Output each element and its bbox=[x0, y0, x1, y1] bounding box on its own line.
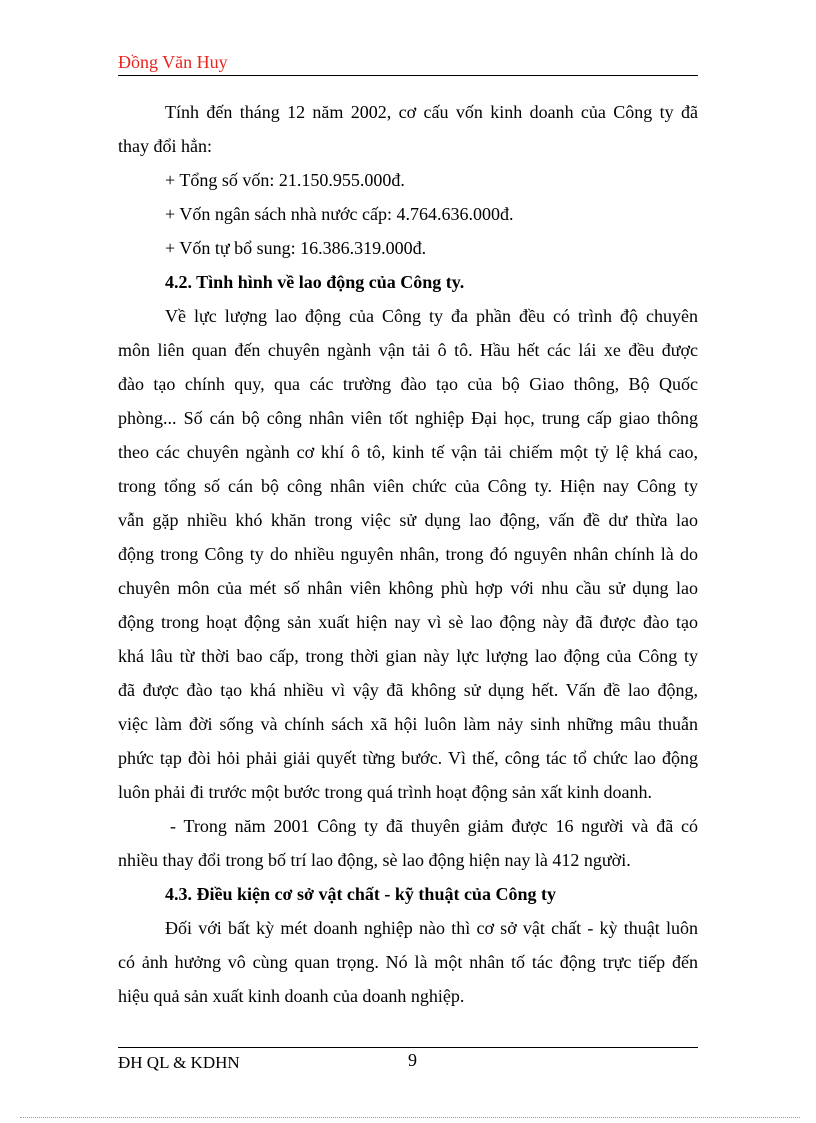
paragraph-line: thay đổi hẳn: bbox=[118, 136, 212, 156]
footer-rule bbox=[118, 1047, 698, 1048]
paragraph-line: theo các chuyên ngành cơ khí ô tô, kinh tế vận tải chiếm một tỷ lệ khá cao, bbox=[118, 442, 698, 462]
capital-state-budget: + Vốn ngân sách nhà nước cấp: 4.764.636.000đ. bbox=[165, 204, 514, 224]
paragraph-line: động trong hoạt động sản xuất hiện nay vì sè lao động này đã được đào tạo bbox=[118, 612, 698, 632]
paragraph-line: - Trong năm 2001 Công ty đã thuyên giảm được 16 người và đã có bbox=[170, 816, 698, 836]
paragraph-line: phòng... Số cán bộ công nhân viên tốt nghiệp Đại học, trung cấp giao thông bbox=[118, 408, 698, 428]
paragraph-line: nhiều thay đổi trong bố trí lao động, sè lao động hiện nay là 412 người. bbox=[118, 850, 631, 870]
paragraph-line: động trong Công ty do nhiều nguyên nhân, trong đó nguyên nhân chính là do bbox=[118, 544, 698, 564]
paragraph-line: hiệu quả sản xuất kinh doanh của doanh nghiệp. bbox=[118, 986, 465, 1006]
paragraph-line: việc làm đời sống và chính sách xã hội luôn làm nảy sinh những mâu thuẫn bbox=[118, 714, 698, 734]
footer-institution: ĐH QL & KDHN bbox=[118, 1053, 240, 1072]
section-heading-4-2: 4.2. Tình hình về lao động của Công ty. bbox=[165, 272, 465, 292]
paragraph-line: phức tạp đòi hỏi phải giải quyết từng bước. Vì thế, công tác tổ chức lao động bbox=[118, 748, 698, 768]
capital-self-supplemented: + Vốn tự bổ sung: 16.386.319.000đ. bbox=[165, 238, 427, 258]
paragraph-line: vẫn gặp nhiều khó khăn trong việc sử dụng lao động, vấn đề dư thừa lao bbox=[118, 510, 698, 530]
paragraph-line: có ảnh hưởng vô cùng quan trọng. Nó là một nhân tố tác động trực tiếp đến bbox=[118, 952, 698, 972]
header-author: Đồng Văn Huy bbox=[118, 52, 228, 72]
paragraph-line: môn liên quan đến chuyên ngành vận tải ô tô. Hầu hết các lái xe đều được bbox=[118, 340, 698, 360]
header-rule bbox=[118, 75, 698, 76]
paragraph-line: luôn phải đi trước một bước trong quá trình hoạt động sản xất kinh doanh. bbox=[118, 782, 652, 802]
section-heading-4-3: 4.3. Điều kiện cơ sở vật chất - kỹ thuật của Công ty bbox=[165, 884, 556, 904]
capital-total: + Tổng số vốn: 21.150.955.000đ. bbox=[165, 170, 405, 190]
paragraph-line: Tính đến tháng 12 năm 2002, cơ cấu vốn kinh doanh của Công ty đã bbox=[165, 102, 698, 122]
page-edge-dotted-line bbox=[20, 1117, 800, 1118]
paragraph-line: chuyên môn của mét số nhân viên không phù hợp với nhu cầu sử dụng lao bbox=[118, 578, 698, 598]
paragraph-line: Về lực lượng lao động của Công ty đa phần đều có trình độ chuyên bbox=[165, 306, 698, 326]
paragraph-line: đã được đào tạo khá nhiều vì vậy đã không sử dụng hết. Vấn đề lao động, bbox=[118, 680, 698, 700]
paragraph-line: khá lâu từ thời bao cấp, trong thời gian này lực lượng lao động của Công ty bbox=[118, 646, 698, 666]
paragraph-line: trong tổng số cán bộ công nhân viên chức của Công ty. Hiện nay Công ty bbox=[118, 476, 698, 496]
page-number: 9 bbox=[408, 1050, 417, 1070]
paragraph-line: đào tạo chính quy, qua các trường đào tạo của bộ Giao thông, Bộ Quốc bbox=[118, 374, 698, 394]
paragraph-line: Đối với bất kỳ mét doanh nghiệp nào thì cơ sở vật chất - kỳ thuật luôn bbox=[165, 918, 698, 938]
document-body bbox=[118, 95, 698, 1013]
